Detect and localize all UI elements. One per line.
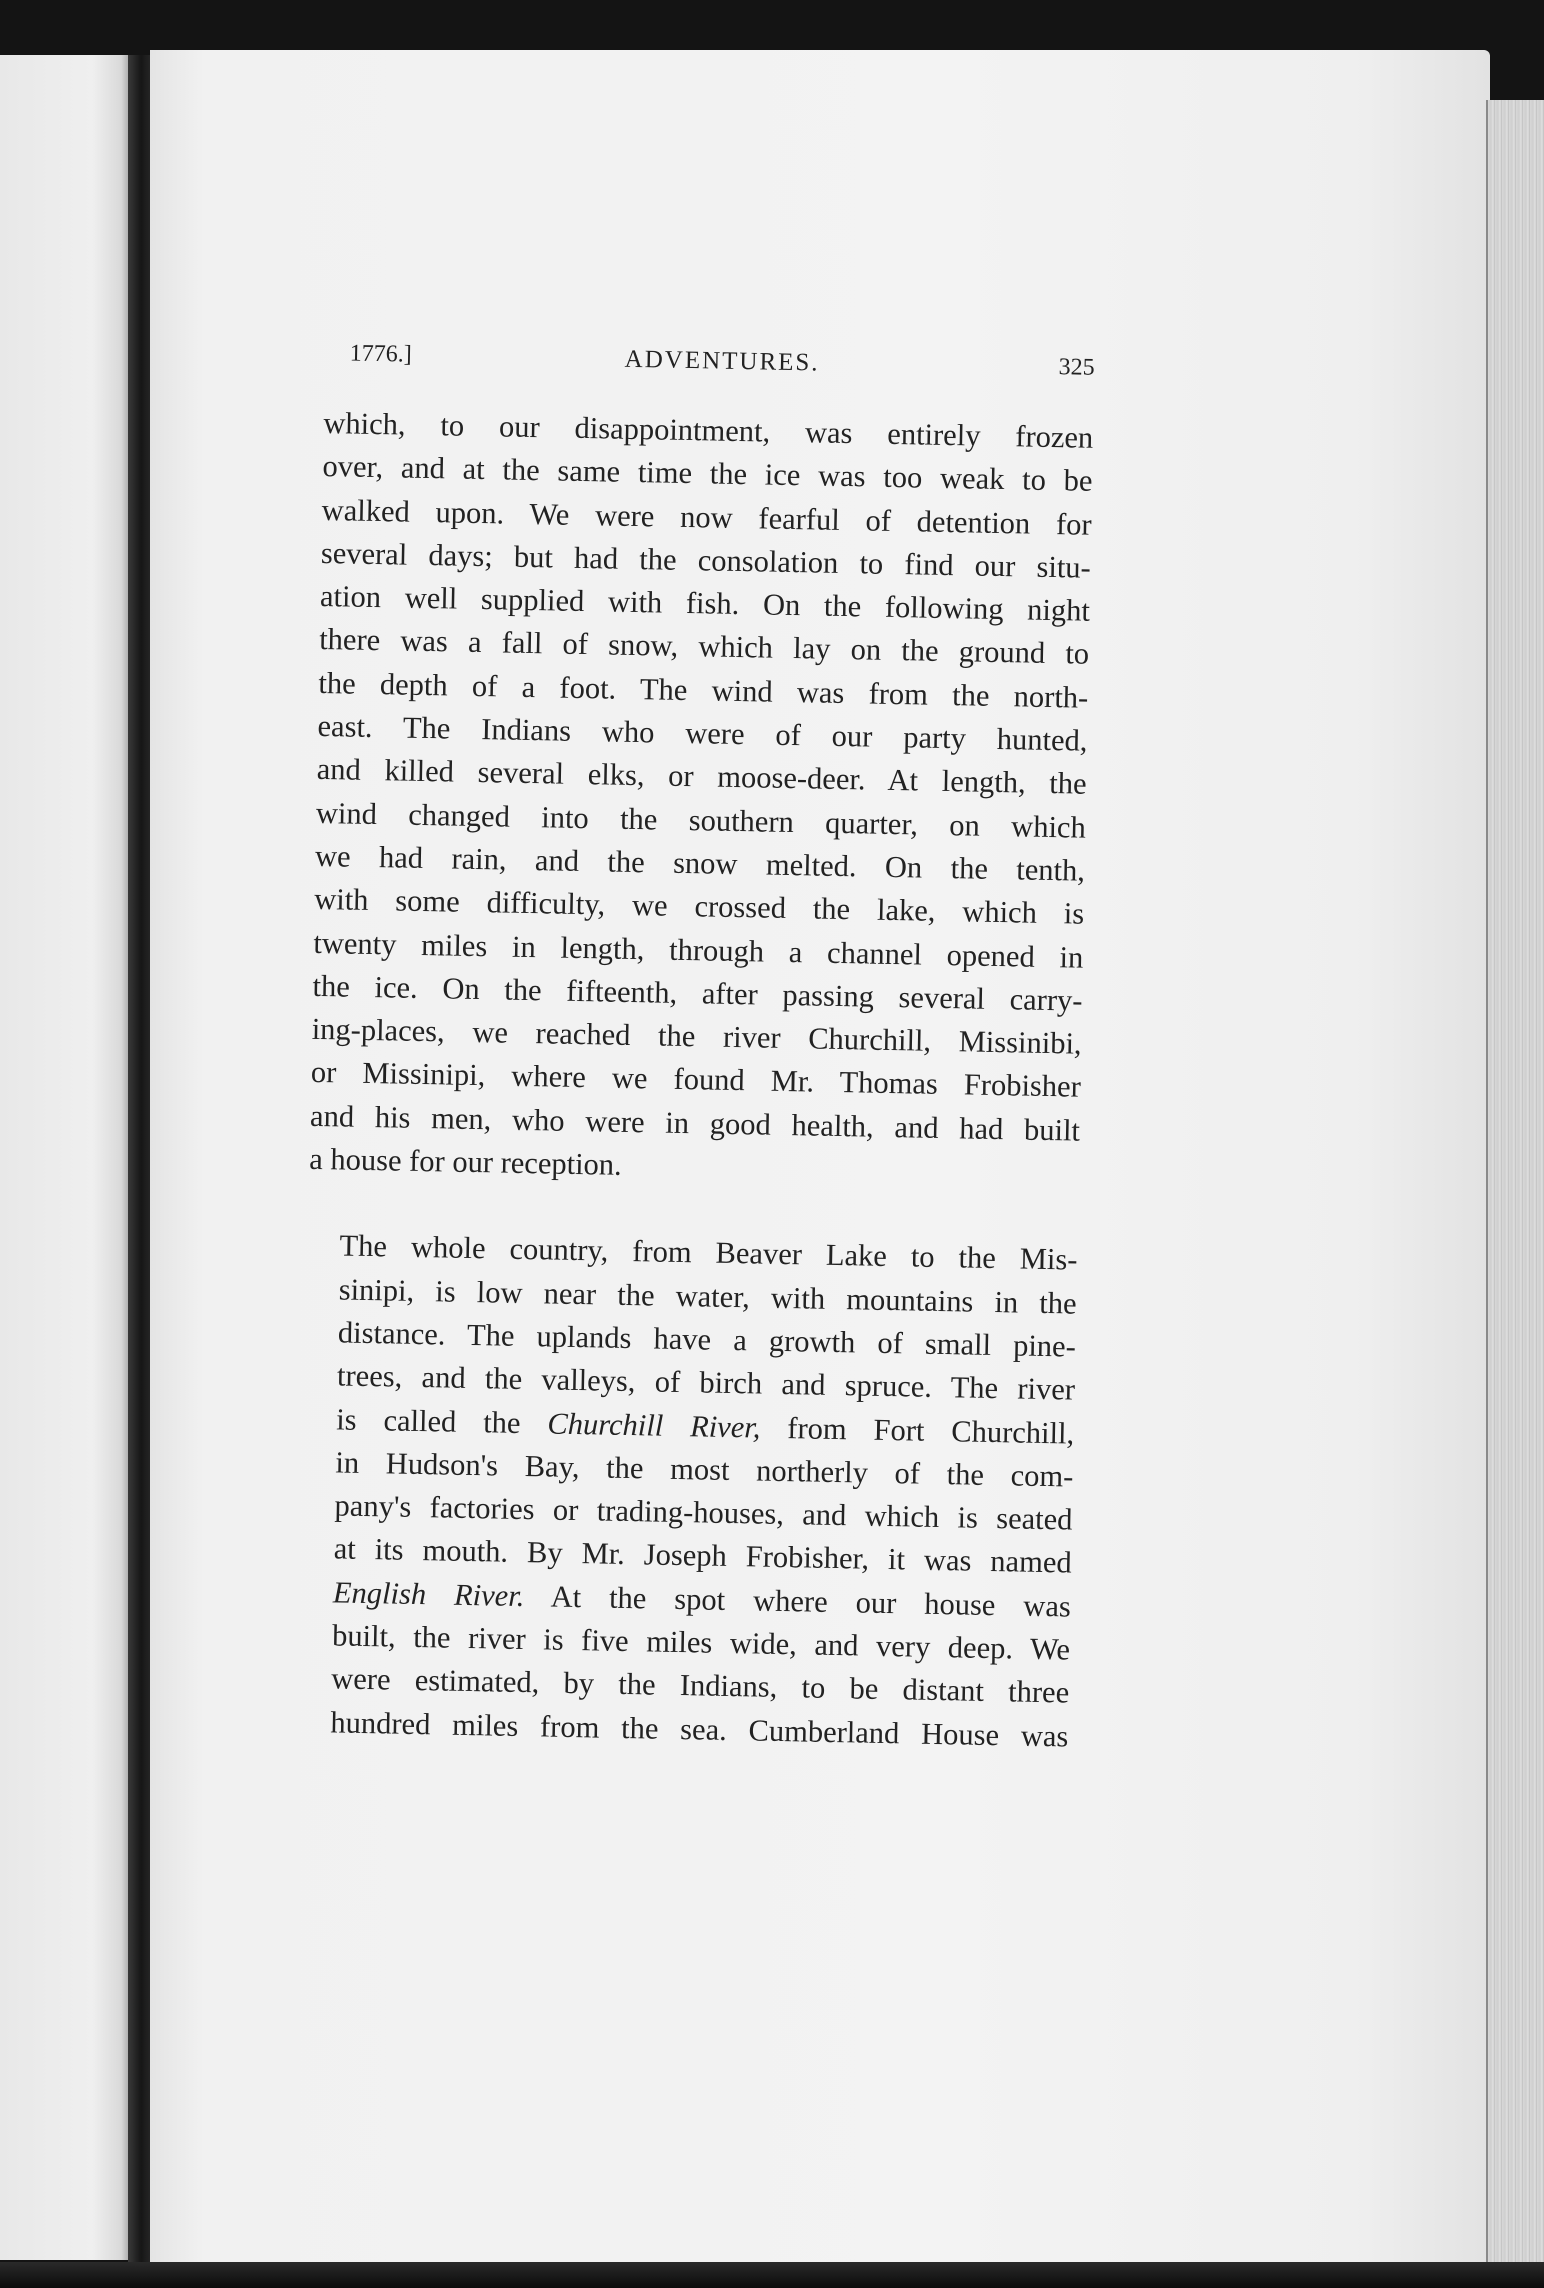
text-line: in Hudson's Bay, the most northerly of the com- (335, 1445, 1074, 1494)
text-line: at its mouth. By Mr. Joseph Frobisher, it was named (333, 1531, 1072, 1580)
text-line: were estimated, by the Indians, to be distant three (330, 1661, 1070, 1710)
text-line: built, the river is five miles wide, and very deep. We (331, 1618, 1071, 1667)
italic-title: English River. (332, 1575, 525, 1613)
previous-page-edge (0, 55, 132, 2260)
page-number: 325 (1058, 354, 1095, 381)
header-year: 1776.] (349, 340, 412, 368)
text-line: trees, and the valleys, of birch and spruce. The river (336, 1358, 1076, 1407)
text-line: there was a fall of snow, which lay on the ground to (318, 622, 1090, 672)
paragraph-1 (309, 402, 1094, 1196)
text-line: ation well supplied with fish. On the following night (319, 579, 1091, 628)
text-line: distance. The uplands have a growth of small pine- (337, 1315, 1077, 1364)
text-line: and killed several elks, or moose-deer. At length, the (316, 752, 1087, 802)
text-line: walked upon. We were now fearful of detention for (321, 492, 1092, 542)
text-line: sinipi, is low near the water, with mountains in the (338, 1272, 1077, 1321)
text-line: a house for our reception. (308, 1141, 623, 1182)
running-title: ADVENTURES. (624, 345, 820, 377)
text-run: is called the (335, 1401, 548, 1440)
text-line: The whole country, from Beaver Lake to the Mis- (339, 1228, 1078, 1277)
text-run: from Fort Churchill, (760, 1410, 1075, 1451)
text-run: At the spot where our house was (524, 1578, 1072, 1624)
page-stack-edges (1488, 100, 1544, 2288)
text-line: the ice. On the fifteenth, after passing several carry- (312, 968, 1083, 1018)
text-line: over, and at the same time the ice was too weak to be (322, 449, 1093, 499)
text-line: ing-places, we reached the river Churchill, Missinibi, (311, 1012, 1082, 1061)
page-text-block (298, 340, 1095, 1758)
text-line: or Missinipi, where we found Mr. Thomas Frobisher (310, 1055, 1082, 1105)
italic-title: Churchill River, (547, 1406, 761, 1445)
paragraph-2 (298, 1224, 1078, 1758)
text-line: wind changed into the southern quarter, on which (315, 795, 1087, 845)
text-line: and his men, who were in good health, and had built (309, 1098, 1081, 1148)
text-line: we had rain, and the snow melted. On the tenth, (314, 838, 1086, 888)
text-line: hundred miles from the sea. Cumberland House was (330, 1704, 1069, 1754)
text-line: east. The Indians who were of our party hunted, (317, 709, 1088, 758)
text-line: several days; but had the consolation to find our situ- (320, 535, 1092, 585)
text-line: the depth of a foot. The wind was from the north- (318, 665, 1089, 715)
text-line: twenty miles in length, through a channel opened in (313, 925, 1084, 975)
text-line: which, to our disappointment, was entirely frozen (323, 405, 1094, 455)
text-line: pany's factories or trading-houses, and which is seated (334, 1488, 1073, 1537)
scan-bottom-border (0, 2262, 1544, 2288)
text-line: with some difficulty, we crossed the lake, which is (313, 882, 1085, 931)
